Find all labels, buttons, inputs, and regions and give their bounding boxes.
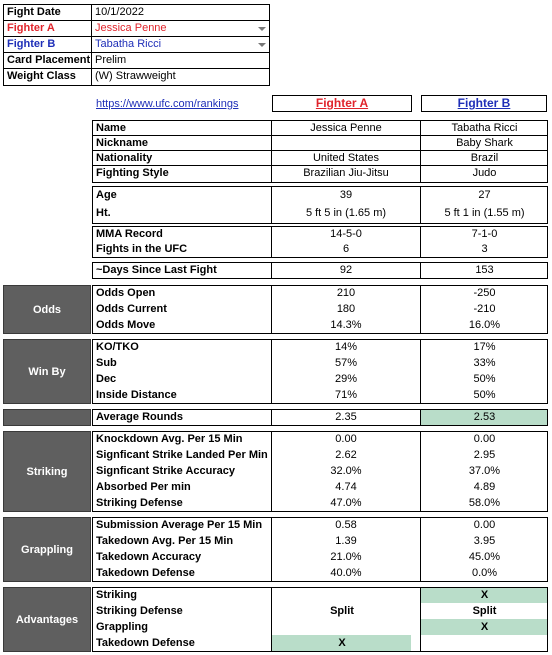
fighter-b-age: 27 <box>478 189 491 201</box>
fighter-a-striking-defense: 47.0% <box>330 497 362 509</box>
age-label: Age <box>96 189 117 201</box>
fighter-a-takedown-accuracy: 21.0% <box>330 551 362 563</box>
fighter-b-odds-open: -250 <box>473 287 496 299</box>
odds-section-header: Odds <box>3 285 91 334</box>
fighter-b-absorbed: 4.89 <box>473 481 496 493</box>
win-by-row-label: Dec <box>96 373 117 385</box>
fighter-a-strikes-landed: 2.62 <box>335 449 357 461</box>
fighter-b-striking-defense: 58.0% <box>468 497 501 509</box>
striking-row-label: Striking Defense <box>96 497 183 509</box>
fighter-b-inside-distance: 50% <box>473 389 496 401</box>
odds-row-label: Odds Move <box>96 319 156 331</box>
rounds-label: Average Rounds <box>96 411 184 423</box>
fighter-a-knockdown: 0.00 <box>335 433 357 445</box>
grappling-row-label: Takedown Avg. Per 15 Min <box>96 535 234 547</box>
fighter-a-label: Fighter A <box>7 22 55 34</box>
advantage-row-label: Grappling <box>96 621 148 633</box>
odds-row-label: Odds Open <box>96 287 156 299</box>
fighter-b-strike-accuracy: 37.0% <box>468 465 501 477</box>
fighter-b-sub-avg: 0.00 <box>473 519 496 531</box>
fighter-b-dec: 50% <box>473 373 496 385</box>
fighter-a-ufc-fights: 6 <box>342 243 350 255</box>
chevron-down-icon[interactable] <box>258 27 266 31</box>
fighter-b-select[interactable]: Tabatha Ricci <box>95 38 162 50</box>
fighter-a-style: Brazilian Jiu-Jitsu <box>303 167 389 179</box>
fighter-b-record: 7-1-0 <box>471 228 498 240</box>
win-by-row-label: KO/TKO <box>96 341 139 353</box>
card-placement-label: Card Placement <box>7 54 91 66</box>
fighter-a-inside-distance: 71% <box>334 389 358 401</box>
fighter-a-odds-open: 210 <box>336 287 356 299</box>
fighter-a-age: 39 <box>339 189 353 201</box>
fighter-b-knockdown: 0.00 <box>473 433 496 445</box>
grappling-row-label: Submission Average Per 15 Min <box>96 519 263 531</box>
win-by-section-header: Win By <box>3 339 91 404</box>
fighter-b-rounds: 2.53 <box>473 411 496 423</box>
fighter-a-sub: 57% <box>334 357 358 369</box>
fighter-a-record: 14-5-0 <box>330 228 362 240</box>
weight-class-label: Weight Class <box>7 70 76 82</box>
fighter-b-takedown-defense: 0.0% <box>471 567 498 579</box>
fighter-b-style: Judo <box>472 167 497 179</box>
fighter-b-adv-grappling: X <box>480 621 489 633</box>
striking-row-label: Signficant Strike Accuracy <box>96 465 235 477</box>
advantages-section-header: Advantages <box>3 587 91 652</box>
fighter-a-odds-current: 180 <box>336 303 356 315</box>
profile-label: Fighting Style <box>96 167 169 179</box>
fighter-a-nationality: United States <box>312 152 380 164</box>
fighter-b-name: Tabatha Ricci <box>451 122 518 134</box>
fight-date-label: Fight Date <box>7 6 61 18</box>
striking-row-label: Absorbed Per min <box>96 481 191 493</box>
grappling-section-header: Grappling <box>3 517 91 582</box>
fighter-a-header-text: Fighter A <box>315 96 369 110</box>
fighter-b-height: 5 ft 1 in (1.55 m) <box>444 207 525 219</box>
odds-row-label: Odds Current <box>96 303 167 315</box>
fighter-b-takedown-accuracy: 45.0% <box>468 551 501 563</box>
fighter-a-adv-takedown-defense: X <box>338 637 346 649</box>
fighter-a-sub-avg: 0.58 <box>335 519 357 531</box>
fighter-a-ko: 14% <box>334 341 358 353</box>
chevron-down-icon[interactable] <box>258 43 266 47</box>
striking-row-label: Knockdown Avg. Per 15 Min <box>96 433 243 445</box>
mma-record-label: MMA Record <box>96 228 163 240</box>
fighter-a-absorbed: 4.74 <box>335 481 357 493</box>
fighter-b-takedown-avg: 3.95 <box>473 535 496 547</box>
fighter-a-dec: 29% <box>334 373 358 385</box>
striking-section-header: Striking <box>3 431 91 512</box>
fighter-b-ufc-fights: 3 <box>481 243 488 255</box>
fighter-b-nickname: Baby Shark <box>456 137 513 149</box>
grappling-row-label: Takedown Accuracy <box>96 551 202 563</box>
card-placement-value[interactable]: Prelim <box>95 54 127 66</box>
fighter-a-takedown-avg: 1.39 <box>335 535 357 547</box>
weight-class-value[interactable]: (W) Strawweight <box>95 70 176 82</box>
profile-label: Nickname <box>96 137 148 149</box>
striking-row-label: Signficant Strike Landed Per Min <box>96 449 268 461</box>
fighter-a-strike-accuracy: 32.0% <box>330 465 362 477</box>
fighter-a-height: 5 ft 5 in (1.65 m) <box>305 207 387 219</box>
fighter-b-label: Fighter B <box>7 38 56 50</box>
rankings-link[interactable]: https://www.ufc.com/rankings <box>96 98 239 110</box>
rounds-left-gray <box>3 409 91 426</box>
fighter-a-days: 92 <box>339 264 353 276</box>
fighter-b-odds-move: 16.0% <box>468 319 501 331</box>
advantage-row-label: Striking <box>96 589 137 601</box>
height-label: Ht. <box>96 207 111 219</box>
fighter-a-rounds: 2.35 <box>335 411 357 423</box>
fighter-b-adv-striking: X <box>480 589 489 601</box>
fight-date-value[interactable]: 10/1/2022 <box>95 6 144 18</box>
advantage-row-label: Striking Defense <box>96 605 183 617</box>
fighter-a-adv-striking-defense: Split <box>330 605 354 617</box>
profile-label: Nationality <box>96 152 153 164</box>
fighter-b-header-text: Fighter B <box>457 96 511 110</box>
fighter-a-select[interactable]: Jessica Penne <box>95 22 167 34</box>
fighter-b-ko: 17% <box>473 341 496 353</box>
fighter-b-strikes-landed: 2.95 <box>473 449 496 461</box>
fighter-b-sub: 33% <box>473 357 496 369</box>
fighter-a-takedown-defense: 40.0% <box>330 567 362 579</box>
fighter-b-odds-current: -210 <box>473 303 496 315</box>
fighter-a-name: Jessica Penne <box>310 122 382 134</box>
fighter-b-adv-striking-defense: Split <box>472 605 497 617</box>
advantage-row-label: Takedown Defense <box>96 637 195 649</box>
profile-label: Name <box>96 122 126 134</box>
grappling-row-label: Takedown Defense <box>96 567 195 579</box>
ufc-fights-label: Fights in the UFC <box>96 243 188 255</box>
win-by-row-label: Sub <box>96 357 117 369</box>
days-label: ~Days Since Last Fight <box>96 264 217 276</box>
win-by-row-label: Inside Distance <box>96 389 177 401</box>
fighter-b-days: 153 <box>475 264 494 276</box>
fighter-a-odds-move: 14.3% <box>330 319 362 331</box>
fighter-b-nationality: Brazil <box>470 152 499 164</box>
